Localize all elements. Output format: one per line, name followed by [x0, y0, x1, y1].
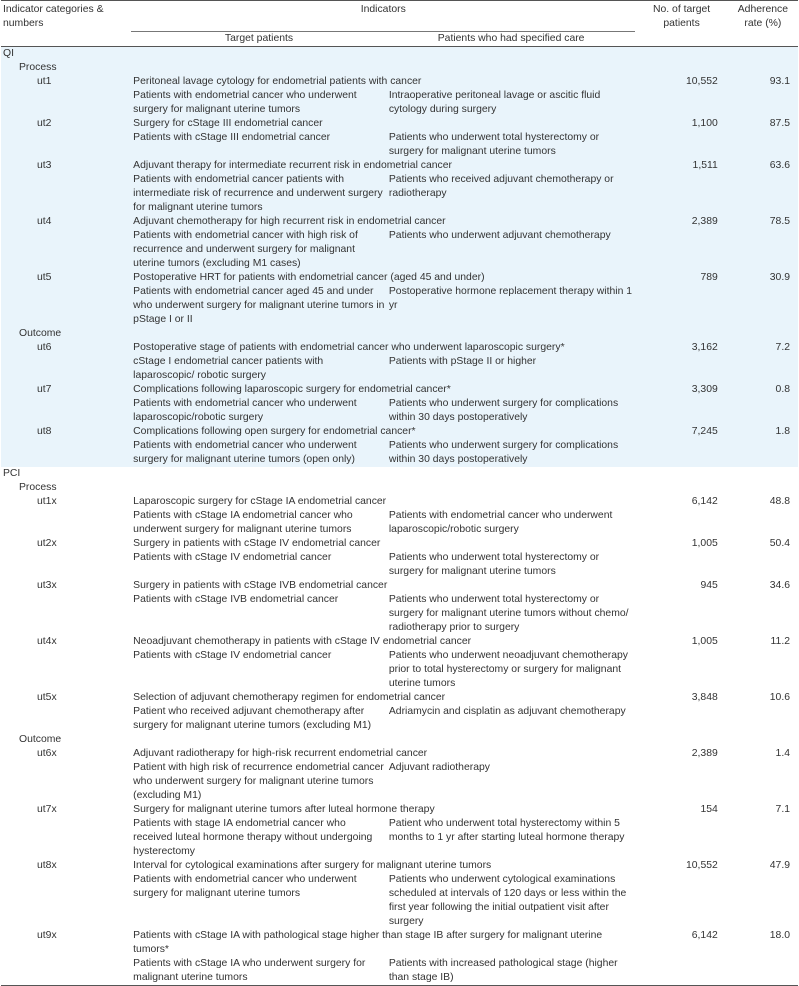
empty [1, 705, 131, 733]
empty [1, 131, 131, 159]
header-specified-care: Patients who had specified care [437, 32, 585, 44]
empty [1, 355, 131, 383]
target-patients: Patients with cStage IA endometrial cancer who underwent surgery for malignant uterine tumors [133, 509, 353, 535]
adherence-rate: 30.9 [728, 271, 798, 285]
empty [728, 593, 798, 635]
empty [728, 761, 798, 803]
indicator-row [1, 425, 798, 439]
specified-care: Adriamycin and cisplatin as adjuvant chemotherapy [388, 705, 626, 717]
indicator-detail-row [1, 229, 798, 271]
indicator-title: Complications following open surgery for endometrial cancer* [131, 425, 635, 439]
target-count: 1,005 [691, 635, 718, 647]
adherence-rate: 34.6 [769, 579, 790, 591]
target-patients: Patient with high risk of recurrence endometrial cancer who underwent surgery for malignant uterine tumors (excluding M1) [133, 761, 384, 801]
specified-care: Patients with pStage II or higher [387, 355, 636, 383]
empty [1, 173, 131, 215]
empty [728, 817, 798, 859]
indicator-id: ut6x [37, 747, 57, 759]
indicator-title: Peritoneal lavage cytology for endometrial patients with cancer [131, 75, 635, 89]
empty [131, 61, 798, 75]
indicator-title: Complications following laparoscopic surgery for endometrial cancer* [131, 383, 635, 397]
empty [728, 439, 798, 467]
indicator-detail-row [1, 173, 798, 215]
indicator-id: ut3x [37, 579, 57, 591]
group-row [1, 61, 798, 75]
header-target-patients: Target patients [224, 32, 294, 44]
target-count: 1,005 [691, 537, 718, 549]
target-patients: Patients with endometrial cancer aged 45 and under who underwent surgery for malignant uterine tumors in pStage I or II [131, 285, 387, 327]
target-count: 2,389 [691, 747, 718, 759]
indicator-detail-row [1, 439, 798, 467]
empty [728, 397, 798, 425]
indicator-id: ut7 [1, 383, 131, 397]
adherence-rate: 0.8 [728, 383, 798, 397]
indicator-id: ut4x [37, 635, 57, 647]
indicator-title: Patients with cStage IA with pathological stage higher than stage IB after surgery for malignant uterine tumors* [133, 929, 603, 955]
target-patients: Patients with endometrial cancer who underwent laparoscopic/robotic surgery [131, 397, 387, 425]
empty [1, 593, 131, 635]
indicator-id: ut5x [37, 691, 57, 703]
empty [635, 89, 727, 117]
empty [728, 649, 798, 691]
specified-care: Patients who received adjuvant chemotherapy or radiotherapy [387, 173, 636, 215]
indicator-row [1, 495, 798, 509]
adherence-rate: 18.0 [769, 929, 790, 941]
indicator-title: Adjuvant radiotherapy for high-risk recurrent endometrial cancer [133, 747, 428, 759]
indicator-row [1, 859, 798, 873]
adherence-rate: 47.9 [769, 859, 790, 871]
indicator-row [1, 579, 798, 593]
header-indicators: Indicators [131, 1, 635, 32]
empty [728, 355, 798, 383]
empty [1, 229, 131, 271]
indicator-title: Surgery for cStage III endometrial cancer [131, 117, 635, 131]
indicator-detail-row [1, 551, 798, 579]
indicator-row [1, 341, 798, 355]
specified-care: Intraoperative peritoneal lavage or ascitic fluid cytology during surgery [387, 89, 636, 117]
empty [728, 173, 798, 215]
target-patients: Patients with endometrial cancer patients with intermediate risk of recurrence and underwent surgery for malignant uterine tumors [131, 173, 387, 215]
target-count: 945 [700, 579, 718, 591]
specified-care: Patient who underwent total hysterectomy within 5 months to 1 yr after starting luteal hormone therapy [388, 817, 625, 843]
specified-care: Patients who underwent cytological examinations scheduled at intervals of 120 days or less within the first year following the initial outpatient visit after surgery [388, 873, 627, 927]
indicator-row [1, 691, 798, 705]
indicator-id: ut2x [37, 537, 57, 549]
empty [635, 509, 727, 537]
empty [1, 957, 131, 986]
indicator-id: ut8x [37, 859, 57, 871]
empty [131, 733, 798, 747]
empty [728, 131, 798, 159]
specified-care: Patients who underwent total hysterectomy or surgery for malignant uterine tumors [388, 551, 600, 577]
specified-care: Patients who underwent total hysterectomy or surgery for malignant uterine tumors without chemo/ radiotherapy prior to surgery [388, 593, 629, 633]
target-count: 6,142 [691, 495, 718, 507]
indicator-title: Surgery in patients with cStage IVB endometrial cancer [133, 579, 388, 591]
section-row [1, 467, 798, 481]
empty [635, 229, 727, 271]
group-label: Process [1, 61, 131, 75]
indicator-id: ut8 [1, 425, 131, 439]
indicator-detail-row [1, 131, 798, 159]
target-patients: Patient who received adjuvant chemotherapy after surgery for malignant uterine tumors (excluding M1) [133, 705, 372, 731]
empty [728, 873, 798, 929]
adherence-rate: 11.2 [770, 635, 790, 647]
indicator-detail-row [1, 89, 798, 117]
target-patients: Patients with cStage IV endometrial cancer [133, 649, 332, 661]
specified-care: Patients who underwent adjuvant chemotherapy [387, 229, 636, 271]
indicator-detail-row [1, 705, 798, 733]
indicator-row [1, 383, 798, 397]
empty [635, 285, 727, 327]
empty [635, 649, 727, 691]
target-count: 1,511 [635, 159, 727, 173]
target-patients: Patients with cStage IV endometrial cancer [133, 551, 332, 563]
target-count: 2,389 [635, 215, 727, 229]
indicator-id: ut4 [1, 215, 131, 229]
indicator-id: ut6 [1, 341, 131, 355]
specified-care: Patients who underwent surgery for complications within 30 days postoperatively [387, 439, 636, 467]
empty [1, 439, 131, 467]
empty [1, 89, 131, 117]
header-adherence: Adherence rate (%) [737, 4, 789, 29]
indicator-detail-row [1, 593, 798, 635]
indicator-detail-row [1, 649, 798, 691]
section-label: PCI [3, 467, 21, 479]
empty [131, 467, 798, 481]
indicator-row [1, 929, 798, 957]
adherence-rate: 87.5 [728, 117, 798, 131]
specified-care: Patients who underwent neoadjuvant chemotherapy prior to total hysterectomy or surgery for malignant uterine tumors [388, 649, 629, 689]
group-label: Outcome [1, 327, 131, 341]
specified-care: Adjuvant radiotherapy [388, 761, 490, 773]
indicator-title: Surgery for malignant uterine tumors after luteal hormone therapy [133, 803, 435, 815]
empty [635, 705, 727, 733]
empty [635, 873, 727, 929]
empty [1, 649, 131, 691]
indicator-id: ut3 [1, 159, 131, 173]
specified-care: Patients with endometrial cancer who underwent laparoscopic/robotic surgery [388, 509, 613, 535]
target-patients: Patients with endometrial cancer who underwent surgery for malignant uterine tumors [131, 89, 387, 117]
target-patients: Patients with cStage IA who underwent surgery for malignant uterine tumors [133, 957, 366, 983]
empty [1, 817, 131, 859]
empty [635, 439, 727, 467]
indicator-row [1, 159, 798, 173]
empty [131, 327, 798, 341]
adherence-rate: 7.1 [775, 803, 790, 815]
indicator-title: Surgery in patients with cStage IV endometrial cancer [133, 537, 381, 549]
empty [728, 957, 798, 986]
target-count: 789 [635, 271, 727, 285]
empty [635, 131, 727, 159]
target-count: 6,142 [691, 929, 718, 941]
indicator-detail-row [1, 957, 798, 986]
adherence-rate: 1.8 [728, 425, 798, 439]
group-row [1, 733, 798, 747]
specified-care: Patients who underwent total hysterectomy or surgery for malignant uterine tumors [387, 131, 636, 159]
empty [728, 551, 798, 579]
target-patients: Patients with stage IA endometrial cancer who received luteal hormone therapy without undergoing hysterectomy [133, 817, 373, 857]
adherence-rate: 48.8 [769, 495, 790, 507]
specified-care: Patients with increased pathological stage (higher than stage IB) [388, 957, 618, 983]
indicator-row [1, 537, 798, 551]
empty [635, 761, 727, 803]
group-row [1, 481, 798, 495]
indicator-id: ut1 [1, 75, 131, 89]
adherence-rate: 10.6 [769, 691, 790, 703]
section-row [1, 46, 798, 61]
indicator-row [1, 271, 798, 285]
section-label: QI [1, 46, 131, 61]
indicator-detail-row [1, 355, 798, 383]
empty [131, 46, 798, 61]
indicator-row [1, 75, 798, 89]
target-count: 1,100 [635, 117, 727, 131]
target-patients: Patients with endometrial cancer who underwent surgery for malignant uterine tumors (open only) [131, 439, 387, 467]
indicator-id: ut7x [37, 803, 57, 815]
empty [1, 397, 131, 425]
indicator-detail-row [1, 817, 798, 859]
empty [728, 509, 798, 537]
target-count: 3,309 [635, 383, 727, 397]
empty [1, 761, 131, 803]
indicator-id: ut1x [37, 495, 57, 507]
group-label: Process [19, 481, 57, 493]
adherence-rate: 7.2 [728, 341, 798, 355]
header-target-count: No. of target patients [652, 4, 711, 29]
target-patients: Patients with endometrial cancer who underwent surgery for malignant uterine tumors [133, 873, 357, 899]
empty [1, 285, 131, 327]
group-label: Outcome [19, 733, 62, 745]
indicator-title: Laparoscopic surgery for cStage IA endometrial cancer [133, 495, 387, 507]
target-patients: cStage I endometrial cancer patients with laparoscopic/ robotic surgery [131, 355, 387, 383]
adherence-rate: 78.5 [728, 215, 798, 229]
indicator-title: Adjuvant therapy for intermediate recurrent risk in endometrial cancer [131, 159, 635, 173]
empty [635, 397, 727, 425]
target-count: 3,848 [691, 691, 718, 703]
indicator-title: Postoperative HRT for patients with endometrial cancer (aged 45 and under) [131, 271, 635, 285]
target-count: 7,245 [635, 425, 727, 439]
empty [1, 873, 131, 929]
indicator-id: ut5 [1, 271, 131, 285]
specified-care: Postoperative hormone replacement therapy within 1 yr [387, 285, 636, 327]
target-patients: Patients with cStage III endometrial cancer [131, 131, 387, 159]
empty [131, 481, 798, 495]
indicator-id: ut9x [37, 929, 57, 941]
empty [635, 957, 727, 986]
indicator-row [1, 215, 798, 229]
empty [635, 173, 727, 215]
empty [1, 551, 131, 579]
empty [728, 285, 798, 327]
specified-care: Patients who underwent surgery for complications within 30 days postoperatively [387, 397, 636, 425]
empty [635, 355, 727, 383]
empty [728, 705, 798, 733]
indicator-title: Neoadjuvant chemotherapy in patients with cStage IV endometrial cancer [133, 635, 472, 647]
indicator-row [1, 747, 798, 761]
target-count: 10,552 [635, 75, 727, 89]
adherence-rate: 1.4 [775, 747, 790, 759]
indicator-detail-row [1, 285, 798, 327]
indicator-row [1, 117, 798, 131]
empty [1, 509, 131, 537]
indicator-detail-row [1, 873, 798, 929]
adherence-rate: 93.1 [728, 75, 798, 89]
indicator-detail-row [1, 509, 798, 537]
target-patients: Patients with endometrial cancer with high risk of recurrence and underwent surgery for malignant uterine tumors (excluding M1 cases) [131, 229, 387, 271]
indicator-title: Adjuvant chemotherapy for high recurrent risk in endometrial cancer [131, 215, 635, 229]
adherence-rate: 50.4 [769, 537, 790, 549]
target-count: 154 [700, 803, 718, 815]
empty [635, 817, 727, 859]
empty [635, 551, 727, 579]
indicator-id: ut2 [1, 117, 131, 131]
target-count: 3,162 [635, 341, 727, 355]
empty [635, 593, 727, 635]
indicator-detail-row [1, 761, 798, 803]
group-row [1, 327, 798, 341]
indicator-detail-row [1, 397, 798, 425]
target-patients: Patients with cStage IVB endometrial cancer [133, 593, 339, 605]
indicator-title: Interval for cytological examinations after surgery for malignant uterine tumors [133, 859, 492, 871]
adherence-rate: 63.6 [728, 159, 798, 173]
indicator-title: Selection of adjuvant chemotherapy regimen for endometrial cancer [133, 691, 446, 703]
indicator-row [1, 635, 798, 649]
indicator-row [1, 803, 798, 817]
header-category: Indicator categories & numbers [3, 4, 104, 29]
target-count: 10,552 [686, 859, 718, 871]
empty [728, 229, 798, 271]
indicator-table [1, 0, 798, 986]
empty [728, 89, 798, 117]
indicator-title: Postoperative stage of patients with endometrial cancer who underwent laparoscopic surgery* [131, 341, 635, 355]
